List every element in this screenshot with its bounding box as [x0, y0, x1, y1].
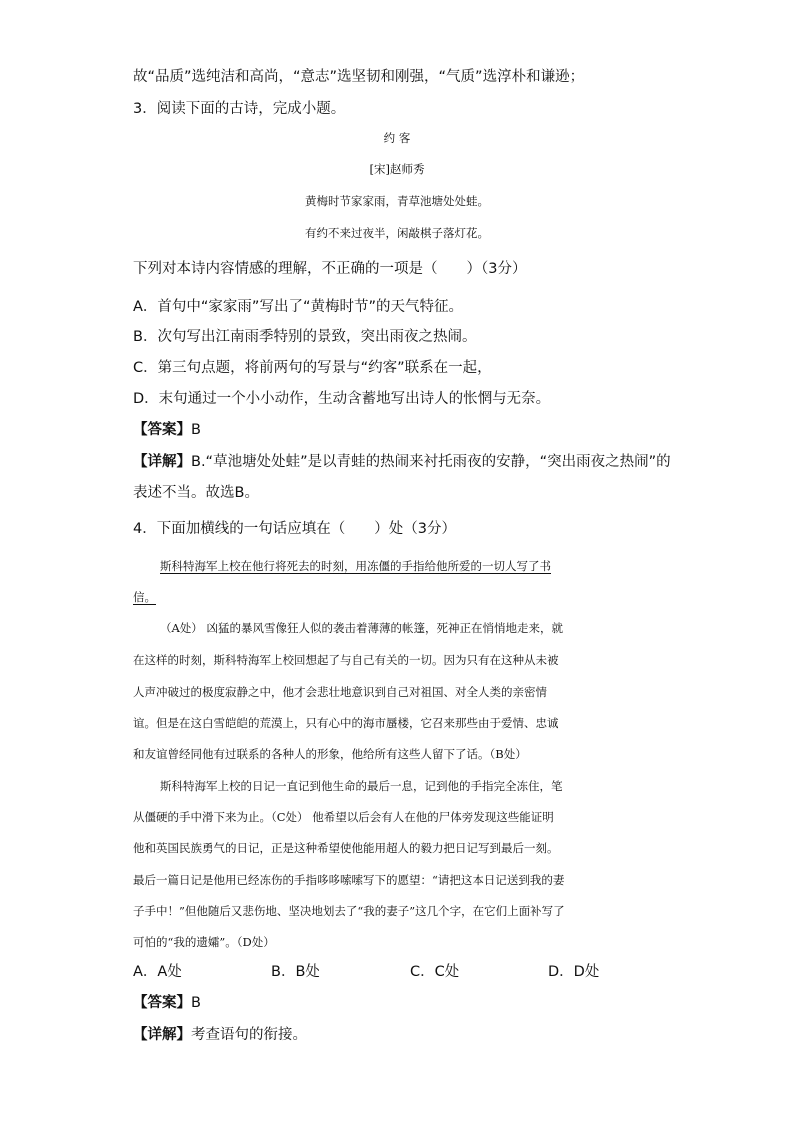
passage-line-1: （A处） 凶猛的暴风雪像狂人似的袭击着薄薄的帐篷，死神正在悄悄地走来，就	[160, 621, 563, 635]
previous-answer-line: 故“品质”选纯洁和高尚，“意志”选坚韧和刚强，“气质”选淳朴和谦逊；	[133, 69, 585, 85]
answer-tag: 【答案】	[133, 995, 191, 1011]
question-3-title: 3．阅读下面的古诗，完成小题。	[133, 101, 346, 117]
passage-line-5: 和友谊曾经同他有过联系的各种人的形象，他给所有这些人留下了话。（B处）	[133, 747, 527, 761]
passage-line-8: 他和英国民族勇气的日记，正是这种希望使他能用超人的毅力把日记写到最后一刻。	[133, 841, 559, 855]
question-3-answer	[133, 420, 201, 440]
answer-tag: 【答案】	[133, 422, 191, 438]
question-3-detail	[133, 452, 671, 472]
passage-line-6: 斯科特海军上校的日记一直记到他生命的最后一息，记到他的手指完全冻住，笔	[160, 779, 563, 793]
question-4-answer	[133, 993, 201, 1013]
passage-line-3: 人声冲破过的极度寂静之中，他才会悲壮地意识到自己对祖国、对全人类的亲密情	[133, 685, 547, 699]
question-3-option-d: D．末句通过一个小小动作，生动含蓄地写出诗人的怅惘与无奈。	[133, 391, 551, 407]
passage-line-10: 子手中！”但他随后又悲伤地、坚决地划去了“我的妻子”这几个字，在它们上面补写了	[133, 904, 565, 918]
passage-line-4: 谊。但是在这白雪皑皑的荒漠上，只有心中的海市蜃楼，它召来那些由于爱情、忠诚	[133, 716, 559, 730]
poem-line-1: 黄梅时节家家雨，青草池塘处处蛙。	[305, 194, 489, 208]
question-4-option-b: B．B处	[271, 964, 320, 980]
detail-text: B.“草池塘处处蛙”是以青蛙的热闹来衬托雨夜的安静，“突出雨夜之热闹”的	[191, 454, 671, 470]
poem-title: 约 客	[383, 131, 411, 145]
question-3-option-c: C．第三句点题，将前两句的写景与“约客”联系在一起，	[133, 360, 492, 376]
answer-value: B	[191, 422, 201, 438]
question-4-detail	[133, 1025, 307, 1045]
question-4-option-c: C．C处	[410, 964, 460, 980]
question-3-option-a: A．首句中“家家雨”写出了“黄梅时节”的天气特征。	[133, 299, 463, 315]
underlined-sentence-line-2: 信。	[133, 590, 156, 604]
passage-line-9: 最后一篇日记是他用已经冻伤的手指哆哆嗦嗦写下的愿望：“请把这本日记送到我的妻	[133, 873, 565, 887]
poem-line-2: 有约不来过夜半，闲敲棋子落灯花。	[305, 226, 489, 240]
answer-value: B	[191, 995, 201, 1011]
detail-text: 考查语句的衔接。	[191, 1027, 307, 1043]
question-3-stem: 下列对本诗内容情感的理解，不正确的一项是（ ）（3分）	[133, 261, 527, 277]
question-3-detail-cont: 表述不当。故选B。	[133, 485, 259, 501]
detail-tag: 【详解】	[133, 454, 191, 470]
underlined-sentence-line-1: 斯科特海军上校在他行将死去的时刻，用冻僵的手指给他所爱的一切人写了书	[160, 559, 551, 573]
question-4-stem: 4．下面加横线的一句话应填在（ ）处（3分）	[133, 521, 456, 537]
passage-line-2: 在这样的时刻，斯科特海军上校回想起了与自己有关的一切。因为只有在这种从未被	[133, 653, 559, 667]
passage-line-7: 从僵硬的手中滑下来为止。（C处） 他希望以后会有人在他的尸体旁发现这些能证明	[133, 810, 554, 824]
question-4-option-a: A．A处	[133, 964, 182, 980]
question-3-option-b: B．次句写出江南雨季特别的景致，突出雨夜之热闹。	[133, 329, 477, 345]
poem-author: [宋]赵师秀	[369, 162, 425, 176]
passage-line-11: 可怕的“我的遗孀”。（D处）	[133, 935, 275, 949]
question-4-option-d: D．D处	[548, 964, 600, 980]
detail-tag: 【详解】	[133, 1027, 191, 1043]
